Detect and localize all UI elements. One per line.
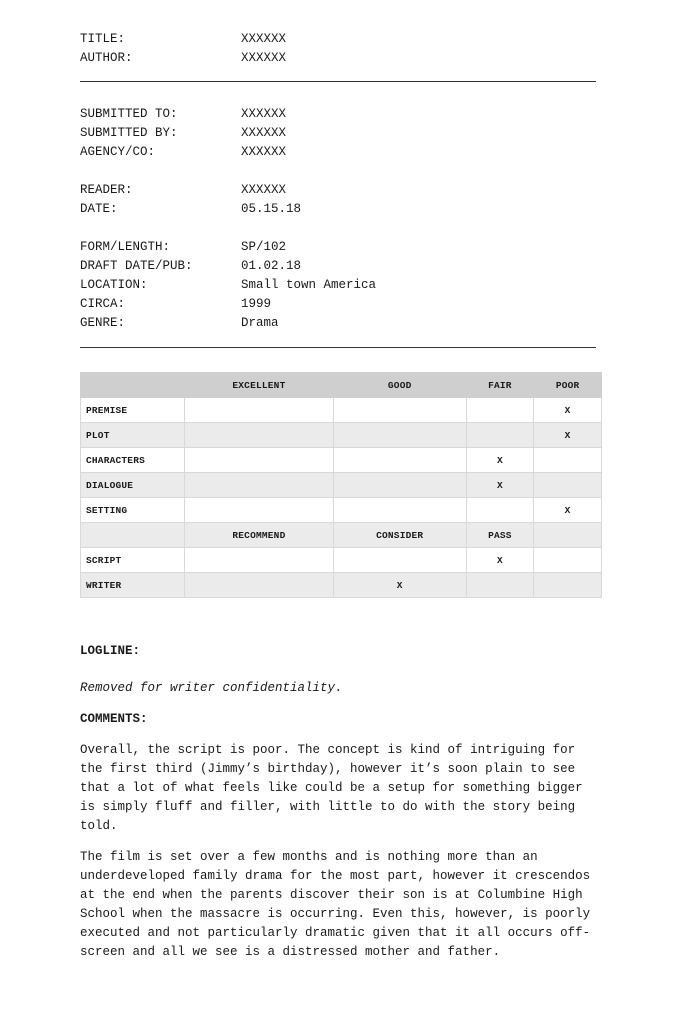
- coverage-report: [80, 30, 602, 962]
- circa-value: 1999: [241, 297, 272, 311]
- agency-value: XXXXXX: [241, 145, 287, 159]
- reader-row: [80, 181, 602, 200]
- table-row: [81, 473, 602, 498]
- rating-cell: [333, 423, 466, 448]
- submitted-to-value: XXXXXX: [241, 107, 287, 121]
- comments-heading: COMMENTS:: [80, 712, 148, 726]
- row-label: PLOT: [81, 423, 185, 448]
- header-cell: RECOMMEND: [185, 523, 334, 548]
- rating-cell: [185, 398, 334, 423]
- agency-label: AGENCY/CO:: [80, 145, 156, 159]
- verdict-cell: [534, 548, 602, 573]
- header-cell: [534, 523, 602, 548]
- verdict-cell: [185, 573, 334, 598]
- rating-cell: [534, 448, 602, 473]
- rating-cell: [333, 498, 466, 523]
- header-cell: EXCELLENT: [185, 373, 334, 398]
- reader-label: READER:: [80, 183, 133, 197]
- divider-bottom: [80, 347, 596, 348]
- rating-cell: [333, 448, 466, 473]
- author-label: AUTHOR:: [80, 51, 133, 65]
- comment-paragraph: Overall, the script is poor. The concept is kind of intriguing for the first third (Jimmy’s birthday), however it’s soon plain to see that a lot of what feels like could be a setup for something bigger is simply fluff and filler, with little to do with the story being told.: [80, 743, 583, 833]
- row-label: SETTING: [81, 498, 185, 523]
- verdict-header-row: [81, 523, 602, 548]
- date-value: 05.15.18: [241, 202, 302, 216]
- author-value: XXXXXX: [241, 51, 287, 65]
- verdict-cell: [466, 573, 534, 598]
- submitted-by-value: XXXXXX: [241, 126, 287, 140]
- rating-cell: [185, 498, 334, 523]
- location-row: [80, 276, 602, 295]
- header-cell: [81, 523, 185, 548]
- table-row: [81, 448, 602, 473]
- table-row: [81, 548, 602, 573]
- rating-cell: [185, 473, 334, 498]
- circa-row: [80, 295, 602, 314]
- rating-cell: X: [466, 448, 534, 473]
- header-cell: GOOD: [333, 373, 466, 398]
- circa-label: CIRCA:: [80, 297, 126, 311]
- rating-cell: [333, 473, 466, 498]
- location-value: Small town America: [241, 278, 377, 292]
- header-cell: FAIR: [466, 373, 534, 398]
- date-label: DATE:: [80, 202, 118, 216]
- rating-cell: X: [534, 398, 602, 423]
- author-row: [80, 49, 602, 68]
- ratings-header-row: [81, 373, 602, 398]
- draft-date-value: 01.02.18: [241, 259, 302, 273]
- verdict-cell: X: [466, 548, 534, 573]
- row-label: CHARACTERS: [81, 448, 185, 473]
- comment-paragraph: The film is set over a few months and is nothing more than an underdeveloped family drama for the most part, however it crescendos at the end when the parents discover their son is at Columbine High School when the massacre is occurring. Even this, however, is poorly executed and not particularly dramatic given that it all occurs off-screen and all we see is a distressed mother and father.: [80, 850, 591, 959]
- rating-cell: [333, 398, 466, 423]
- row-label: SCRIPT: [81, 548, 185, 573]
- rating-cell: [185, 423, 334, 448]
- rating-cell: X: [534, 423, 602, 448]
- agency-row: [80, 143, 602, 162]
- genre-row: [80, 314, 602, 333]
- submitted-to-label: SUBMITTED TO:: [80, 107, 178, 121]
- form-length-value: SP/102: [241, 240, 287, 254]
- draft-date-row: [80, 257, 602, 276]
- header-cell: [81, 373, 185, 398]
- date-row: [80, 200, 602, 219]
- rating-cell: [466, 398, 534, 423]
- location-label: LOCATION:: [80, 278, 148, 292]
- table-row: [81, 398, 602, 423]
- rating-cell: [185, 448, 334, 473]
- verdict-cell: X: [333, 573, 466, 598]
- header-cell: CONSIDER: [333, 523, 466, 548]
- rating-cell: X: [534, 498, 602, 523]
- logline-heading: LOGLINE:: [80, 644, 141, 658]
- reader-value: XXXXXX: [241, 183, 287, 197]
- header-cell: PASS: [466, 523, 534, 548]
- genre-value: Drama: [241, 316, 279, 330]
- header-cell: POOR: [534, 373, 602, 398]
- verdict-cell: [534, 573, 602, 598]
- verdict-cell: [185, 548, 334, 573]
- logline-text: Removed for writer confidentiality.: [80, 681, 343, 695]
- title-label: TITLE:: [80, 32, 126, 46]
- title-row: [80, 30, 602, 49]
- rating-cell: X: [466, 473, 534, 498]
- submitted-by-row: [80, 124, 602, 143]
- submitted-to-row: [80, 105, 602, 124]
- title-value: XXXXXX: [241, 32, 287, 46]
- verdict-cell: [333, 548, 466, 573]
- table-row: [81, 573, 602, 598]
- table-row: [81, 423, 602, 448]
- rating-cell: [534, 473, 602, 498]
- divider-top: [80, 81, 596, 82]
- row-label: PREMISE: [81, 398, 185, 423]
- table-row: [81, 498, 602, 523]
- genre-label: GENRE:: [80, 316, 126, 330]
- form-length-label: FORM/LENGTH:: [80, 240, 171, 254]
- row-label: WRITER: [81, 573, 185, 598]
- submitted-by-label: SUBMITTED BY:: [80, 126, 178, 140]
- form-length-row: [80, 238, 602, 257]
- ratings-table: [80, 372, 602, 598]
- draft-date-label: DRAFT DATE/PUB:: [80, 259, 193, 273]
- rating-cell: [466, 423, 534, 448]
- row-label: DIALOGUE: [81, 473, 185, 498]
- rating-cell: [466, 498, 534, 523]
